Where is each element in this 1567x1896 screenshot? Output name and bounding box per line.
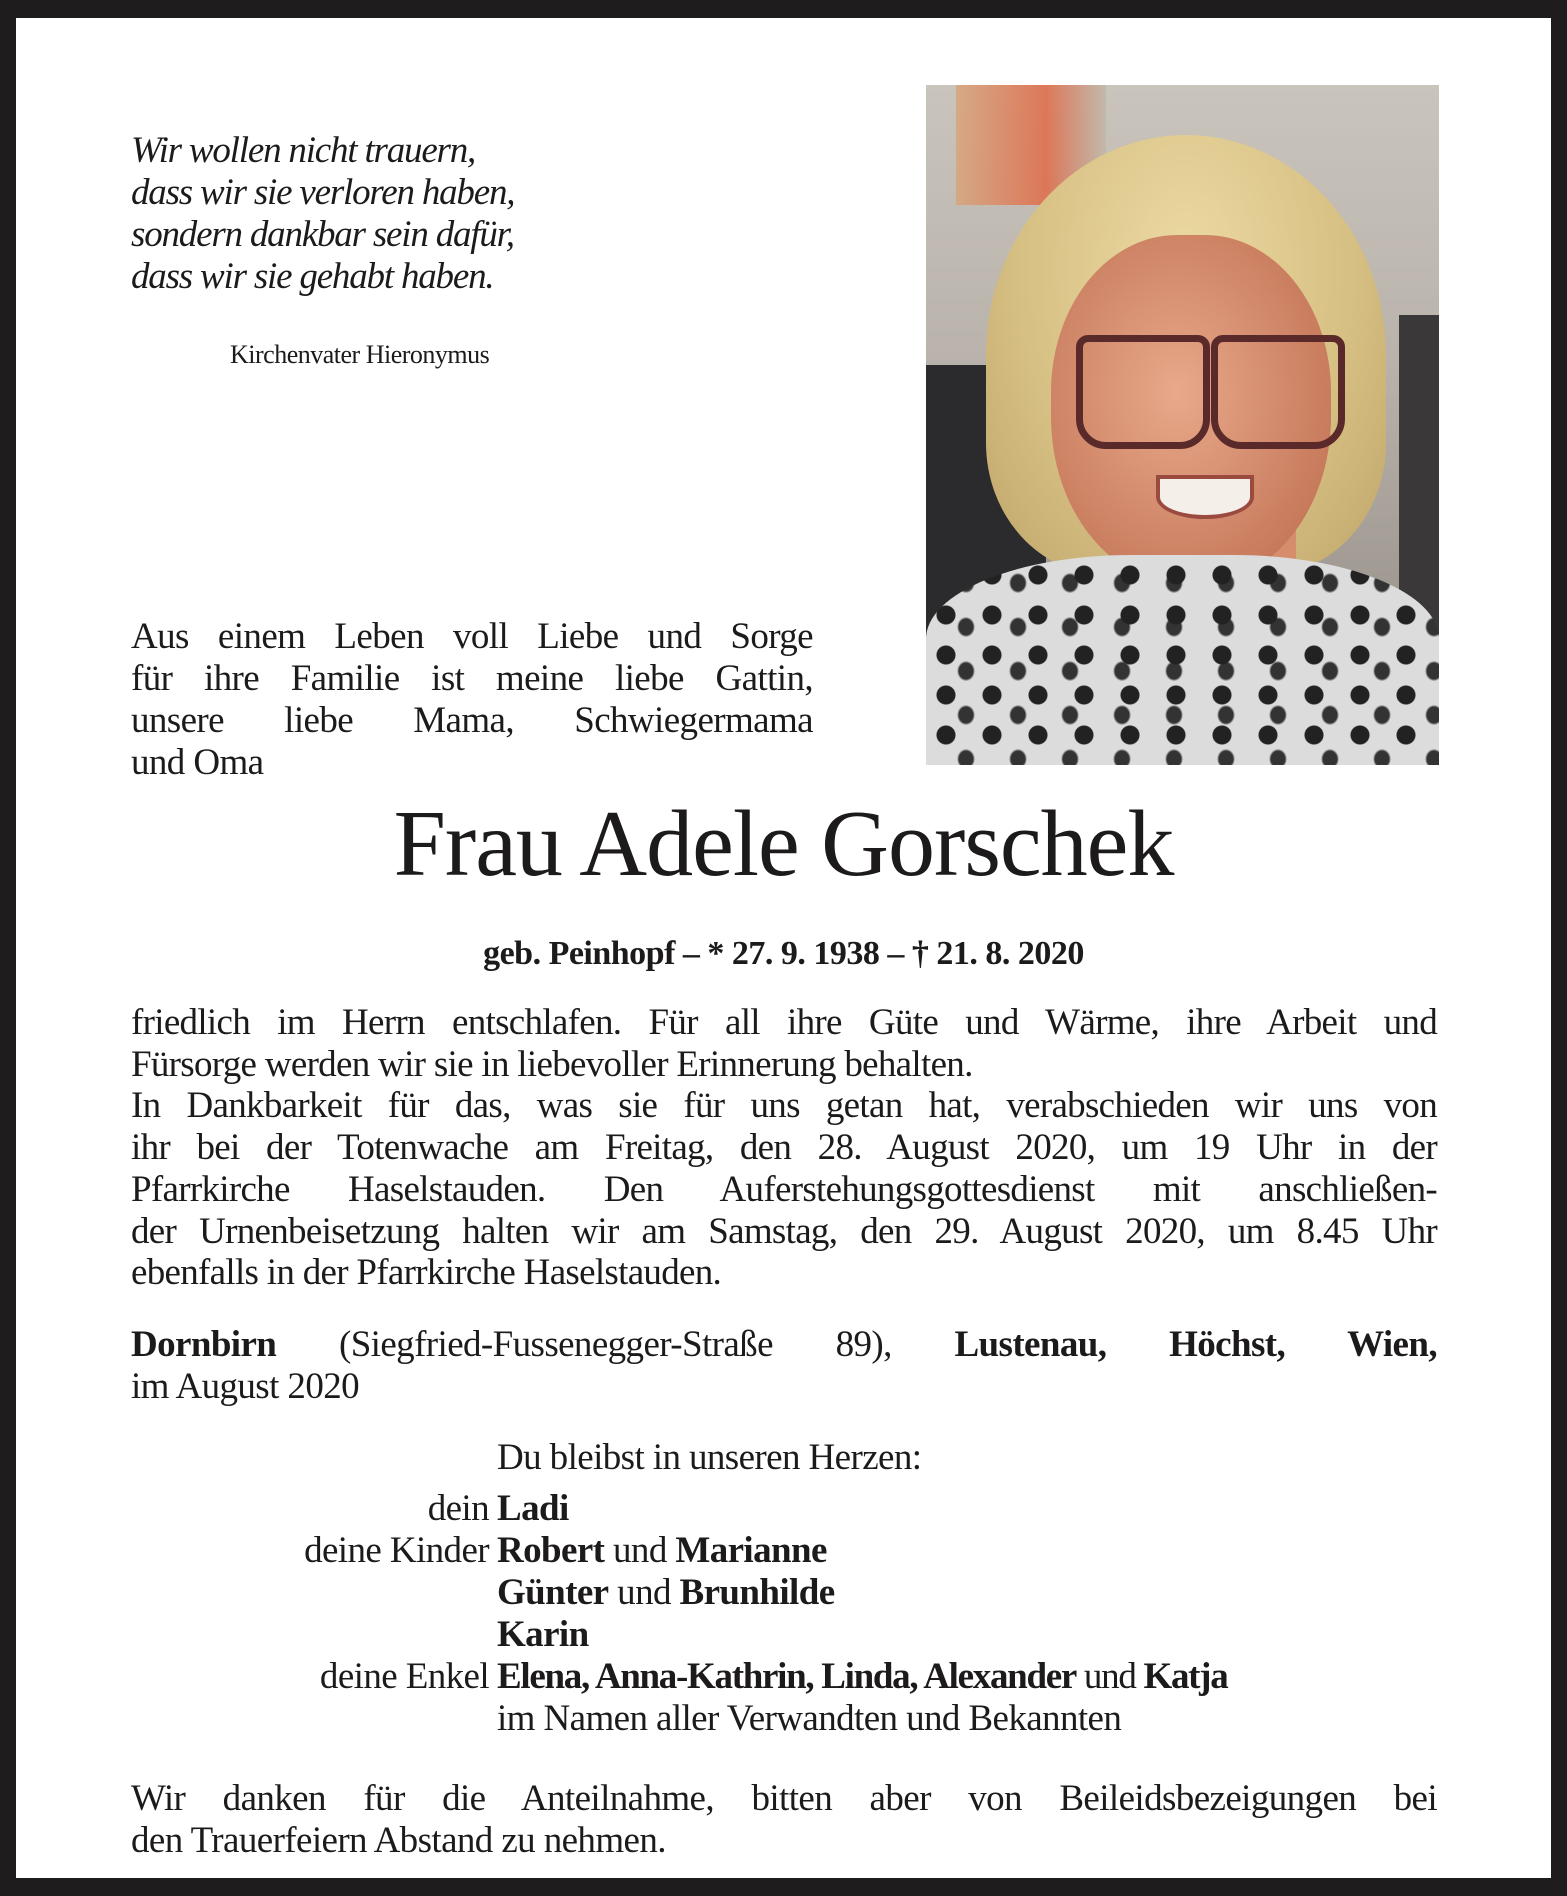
body-line: der Urnenbeisetzung halten wir am Samstag, den 29. August 2020, um 8.45 Uhr — [131, 1210, 1437, 1252]
children-row — [497, 1614, 589, 1656]
intro-line: und Oma — [131, 742, 264, 783]
quote-line: dass wir sie verloren haben, — [131, 172, 515, 213]
quote-line: dass wir sie gehabt haben. — [131, 256, 494, 297]
place-others: Lustenau, Höchst, Wien, — [954, 1324, 1437, 1365]
children-label: deine Kinder — [304, 1530, 489, 1571]
portrait-photo — [926, 85, 1439, 765]
intro-line: für ihre Familie ist meine liebe Gattin, — [131, 658, 813, 699]
body-line: ebenfalls in der Pfarrkirche Haselstauden. — [131, 1252, 722, 1294]
children-row — [497, 1530, 827, 1572]
conjunction: und — [1075, 1656, 1144, 1697]
body-text — [131, 1002, 1437, 1294]
conjunction: und — [608, 1572, 680, 1613]
grandchildren-row — [497, 1656, 1227, 1698]
place-city: Dornbirn — [131, 1324, 277, 1365]
child-spouse-name: Marianne — [675, 1530, 827, 1571]
quote-line: sondern dankbar sein dafür, — [131, 214, 514, 255]
grandchildren-label: deine Enkel — [319, 1656, 489, 1697]
thanks-line: Wir danken für die Anteilnahme, bitten aber von Beileidsbezeigungen bei — [131, 1778, 1437, 1819]
husband-label: dein — [427, 1488, 489, 1529]
quote-line: Wir wollen nicht trauern, — [131, 130, 476, 171]
deceased-name: Frau Adele Gorschek — [393, 792, 1174, 896]
child-name: Günter — [497, 1572, 609, 1613]
thanks-text — [131, 1778, 1437, 1862]
child-spouse-name: Brunhilde — [679, 1572, 835, 1613]
family-closing: im Namen aller Verwandten und Bekannten — [497, 1698, 1122, 1739]
body-line: ihr bei der Totenwache am Freitag, den 28. August 2020, um 19 Uhr in der — [131, 1127, 1437, 1169]
child-name: Robert — [497, 1530, 605, 1571]
intro-line: unsere liebe Mama, Schwiegermama — [131, 700, 813, 741]
place-address: (Siegfried-Fussenegger-Straße 89), — [276, 1324, 955, 1365]
husband-name: Ladi — [497, 1488, 569, 1529]
thanks-line: den Trauerfeiern Abstand zu nehmen. — [131, 1820, 666, 1861]
place-date: im August 2020 — [131, 1366, 360, 1407]
grandchild-name: Katja — [1143, 1656, 1228, 1697]
children-row — [497, 1572, 835, 1614]
conjunction: und — [604, 1530, 676, 1571]
intro-line: Aus einem Leben voll Liebe und Sorge — [131, 616, 813, 657]
body-line: Fürsorge werden wir sie in liebevoller Erinnerung behalten. — [131, 1043, 973, 1085]
body-line: In Dankbarkeit für das, was sie für uns getan hat, verabschieden wir uns von — [131, 1085, 1437, 1127]
place-line — [131, 1324, 1437, 1408]
body-line: Pfarrkirche Haselstauden. Den Auferstehungsgottesdienst mit anschließen- — [131, 1168, 1437, 1210]
obituary-card — [16, 18, 1551, 1878]
intro-text — [131, 616, 813, 784]
quote-attribution: Kirchenvater Hieronymus — [230, 340, 490, 369]
body-line: friedlich im Herrn entschlafen. Für all ihre Güte und Wärme, ihre Arbeit und — [131, 1002, 1437, 1043]
grandchildren-names: Elena, Anna-Kathrin, Linda, Alexander — [497, 1656, 1076, 1697]
family-heading: Du bleibst in unseren Herzen: — [497, 1437, 922, 1478]
life-dates: geb. Peinhopf – * 27. 9. 1938 – † 21. 8. 2020 — [483, 935, 1084, 972]
child-name: Karin — [497, 1614, 589, 1655]
